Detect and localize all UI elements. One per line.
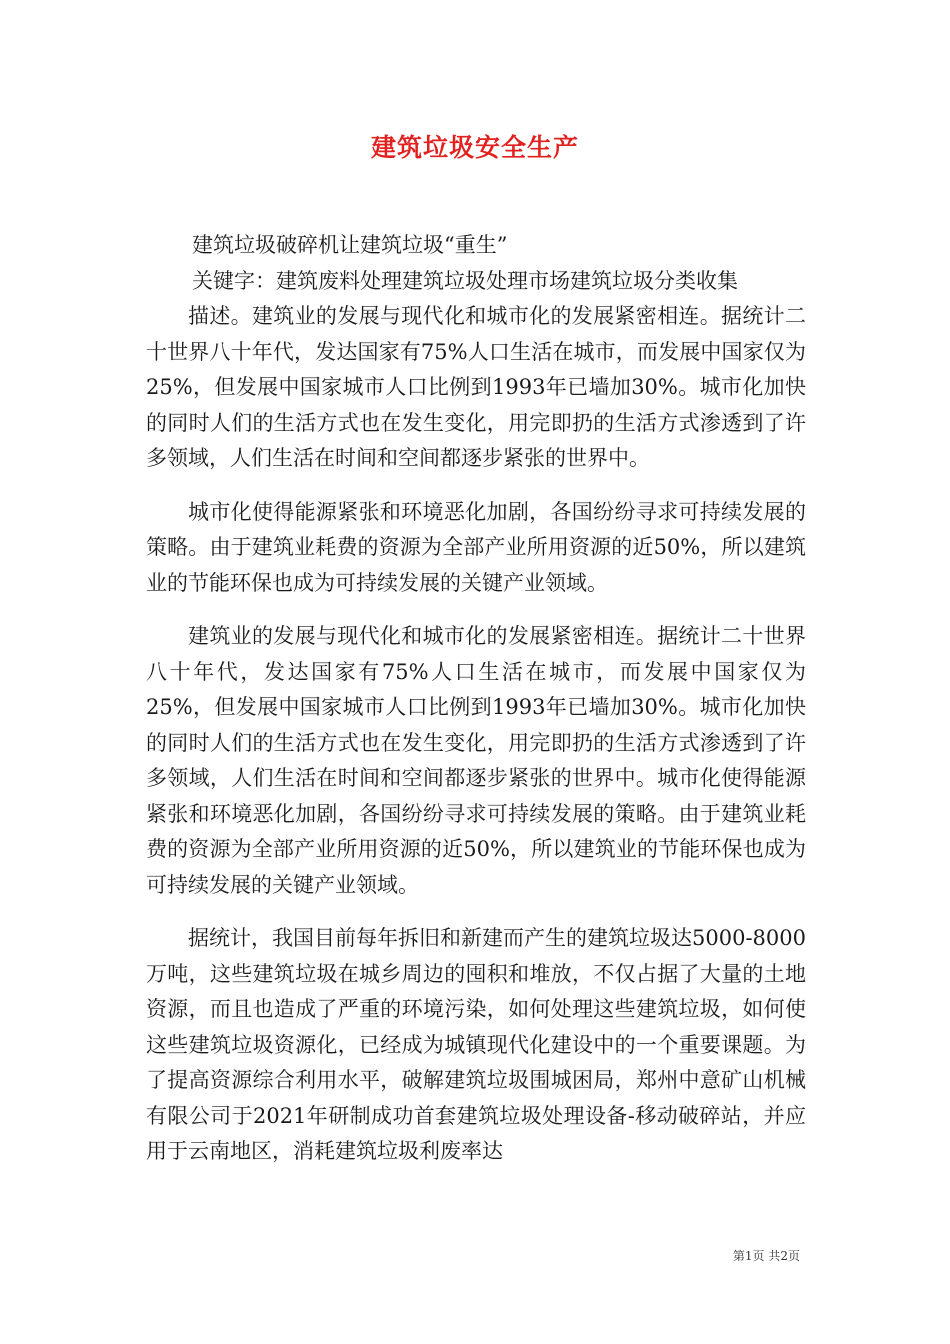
document-body bbox=[146, 228, 806, 1170]
document-title: 建筑垃圾安全生产 bbox=[370, 133, 579, 162]
paragraph-construction-industry: 建筑业的发展与现代化和城市化的发展紧密相连。据统计二十世界八十年代，发达国家有75%人口生活在城市，而发展中国家仅为25%，但发展中国家城市人口比例到1993年已墙加30%。城市化加快的同时人们的生活方式也在发生变化，用完即扔的生活方式渗透到了许多领域，人们生活在时间和空间都逐步紧张的世界中。城市化使得能源紧张和环境恶化加剧，各国纷纷寻求可持续发展的策略。由于建筑业耗费的资源为全部产业所用资源的近50%，所以建筑业的节能环保也成为可持续发展的关键产业领域。 bbox=[146, 624, 806, 897]
paragraph-description: 描述。建筑业的发展与现代化和城市化的发展紧密相连。据统计二十世界八十年代，发达国家有75%人口生活在城市，而发展中国家仅为25%，但发展中国家城市人口比例到1993年已墙加30%。城市化加快的同时人们的生活方式也在发生变化，用完即扔的生活方式渗透到了许多领域，人们生活在时间和空间都逐步紧张的世界中。 bbox=[146, 304, 806, 470]
paragraph-urbanization: 城市化使得能源紧张和环境恶化加剧，各国纷纷寻求可持续发展的策略。由于建筑业耗费的资源为全部产业所用资源的近50%，所以建筑业的节能环保也成为可持续发展的关键产业领域。 bbox=[146, 499, 806, 595]
paragraph-statistics: 据统计，我国目前每年拆旧和新建而产生的建筑垃圾达5000-8000万吨，这些建筑垃圾在城乡周边的囤积和堆放，不仅占据了大量的土地资源，而且也造成了严重的环境污染，如何处理这些建筑垃圾，如何使这些建筑垃圾资源化，已经成为城镇现代化建设中的一个重要课题。为了提高资源综合利用水平，破解建筑垃圾围城困局，郑州中意矿山机械有限公司于2021年研制成功首套建筑垃圾处理设备-移动破碎站，并应用于云南地区，消耗建筑垃圾利废率达 bbox=[146, 926, 806, 1163]
subtitle-line: 建筑垃圾破碎机让建筑垃圾“重生” bbox=[192, 233, 508, 257]
keywords-line: 关键字：建筑废料处理建筑垃圾处理市场建筑垃圾分类收集 bbox=[192, 268, 738, 293]
page-indicator: 第1页 共2页 bbox=[732, 1249, 800, 1263]
